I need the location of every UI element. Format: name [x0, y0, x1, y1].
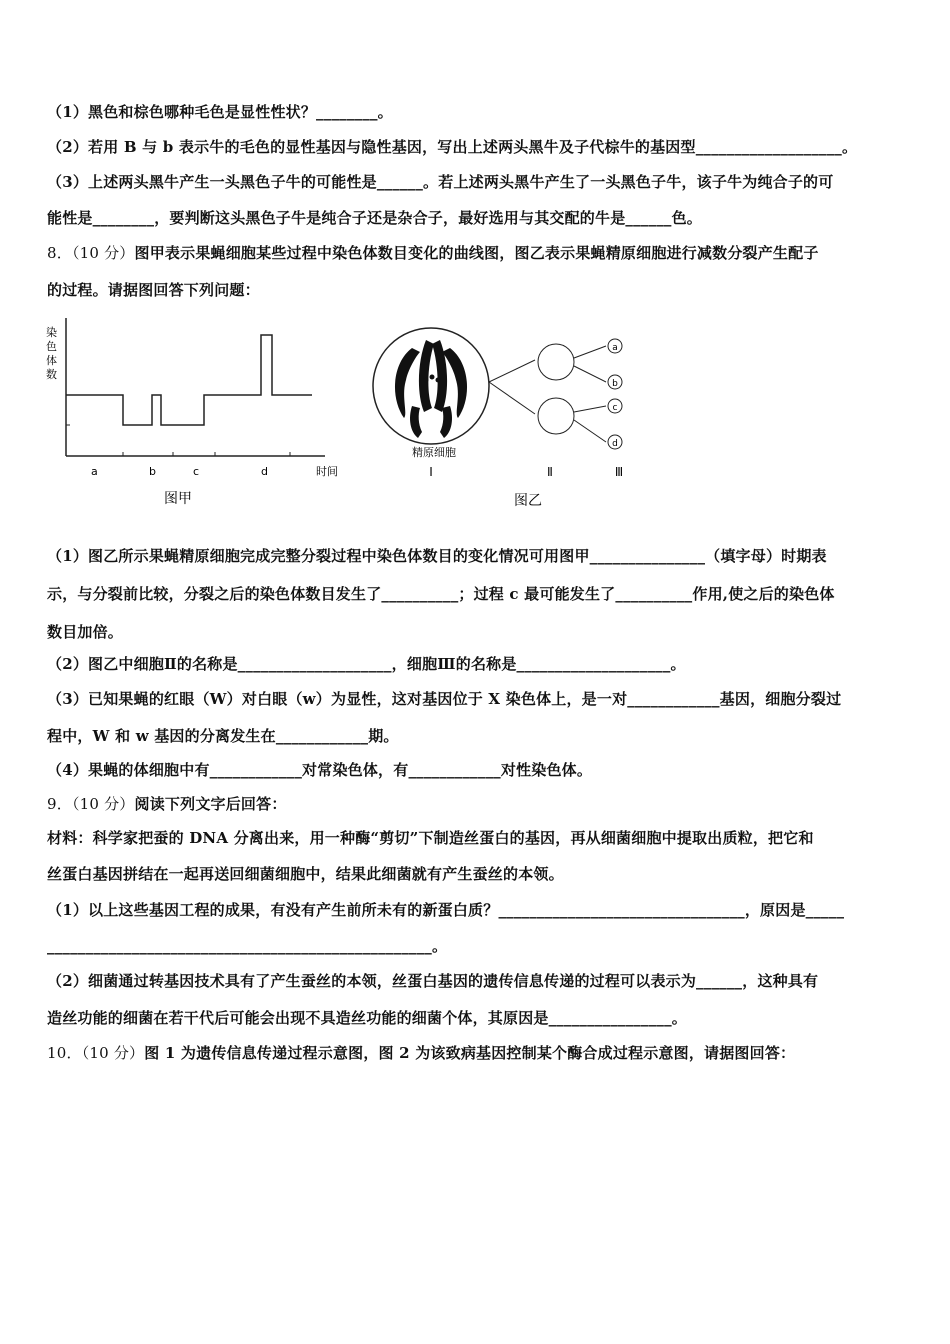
q9-text: 阅读下列文字后回答：	[134, 795, 287, 813]
q8-text: 图甲表示果蝇细胞某些过程中染色体数目变化的曲线图，图乙表示果蝇精原细胞进行减数分裂产生配子	[134, 244, 819, 262]
q9-sub2-line2: 造丝功能的细菌在若干代后可能会出现不具造丝功能的细菌个体，其原因是________________。	[47, 1009, 688, 1027]
q8-score: （10 分）	[71, 244, 135, 262]
jia-ylabel-3: 数	[46, 368, 57, 381]
q8-sub3-line1: （3）已知果蝇的红眼（W）对白眼（w）为显性，这对基因位于 X 染色体上，是一对____________基因，细胞分裂过	[47, 690, 842, 708]
gamete-a: a	[612, 343, 618, 353]
q9-score: （10 分）	[71, 795, 135, 813]
jia-ylabel-1: 色	[46, 340, 57, 353]
figure-yi	[373, 328, 623, 509]
q8-sub4: （4）果蝇的体细胞中有____________对常染色体，有____________对性染色体。	[47, 761, 593, 779]
q7-sub2: （2）若用 B 与 b 表示牛的毛色的显性基因与隐性基因，写出上述两头黑牛及子代棕牛的基因型___________________。	[47, 138, 858, 156]
q10-score: （10 分）	[81, 1044, 145, 1062]
yi-caption: 图乙	[514, 493, 542, 509]
spermatogonium-label: 精原细胞	[412, 446, 456, 459]
q7-sub1: （1）黑色和棕色哪种毛色是显性性状？________。	[47, 103, 393, 121]
q9-stem	[47, 794, 287, 814]
q9-sub2-line1: （2）细菌通过转基因技术具有了产生蚕丝的本领，丝蛋白基因的遗传信息传递的过程可以表示为______，这种具有	[47, 972, 819, 990]
q8-sub1-line1: （1）图乙所示果蝇精原细胞完成完整分裂过程中染色体数目的变化情况可用图甲_______________（填字母）时期表	[47, 547, 827, 565]
q8-number: 8．	[47, 244, 72, 262]
jia-tick-c: c	[193, 465, 200, 478]
q10-stem	[47, 1043, 795, 1063]
jia-tick-b: b	[149, 465, 156, 478]
q7-sub3-line1: （3）上述两头黑牛产生一头黑色子牛的可能性是______。若上述两头黑牛产生了一头黑色子牛，该子牛为纯合子的可	[47, 173, 834, 191]
stage-i: Ⅰ	[429, 465, 433, 479]
gamete-c: c	[612, 403, 618, 413]
q8-stem-line1	[47, 243, 819, 263]
figure-jia-yi	[40, 318, 680, 518]
q7-sub3-line2: 能性是________，要判断这头黑色子牛是纯合子还是杂合子，最好选用与其交配的牛是______色。	[47, 209, 703, 227]
stage-ii: Ⅱ	[547, 465, 553, 479]
gamete-d: d	[612, 439, 618, 449]
q9-sub1-line1: （1）以上这些基因工程的成果，有没有产生前所未有的新蛋白质？________________________________，原因是_____	[47, 901, 845, 919]
q8-sub1-line3: 数目加倍。	[47, 623, 124, 641]
jia-xlabel: 时间	[316, 465, 338, 478]
q9-number: 9．	[47, 795, 72, 813]
q8-sub2: （2）图乙中细胞Ⅱ的名称是____________________，细胞Ⅲ的名称是____________________。	[47, 655, 686, 673]
q8-stem-line2: 的过程。请据图回答下列问题：	[47, 281, 260, 299]
jia-ylabel-0: 染	[46, 326, 57, 339]
gamete-b: b	[612, 379, 618, 389]
figure-jia	[46, 318, 338, 507]
cell-ii-bottom	[538, 398, 574, 434]
q8-sub1-line2: 示，与分裂前比较，分裂之后的染色体数目发生了__________；过程 c 最可能发生了__________作用,使之后的染色体	[47, 585, 835, 603]
cell-ii-top	[538, 344, 574, 380]
jia-caption: 图甲	[164, 491, 192, 507]
jia-ylabel-2: 体	[46, 354, 57, 367]
q9-material-line2: 丝蛋白基因拼结在一起再送回细菌细胞中，结果此细菌就有产生蚕丝的本领。	[47, 865, 564, 883]
q9-sub1-line2: __________________________________________________。	[47, 937, 448, 955]
stage-iii: Ⅲ	[614, 465, 624, 479]
q10-number: 10．	[47, 1044, 82, 1062]
q9-material-line1: 材料：科学家把蚕的 DNA 分离出来，用一种酶“剪切”下制造丝蛋白的基因，再从细菌细胞中提取出质粒，把它和	[47, 829, 814, 847]
jia-curve	[66, 335, 312, 425]
jia-tick-d: d	[261, 465, 268, 478]
jia-tick-a: a	[91, 465, 98, 478]
q8-sub3-line2: 程中，W 和 w 基因的分离发生在____________期。	[47, 727, 399, 745]
q10-text: 图 1 为遗传信息传递过程示意图，图 2 为该致病基因控制某个酶合成过程示意图，请据图回答：	[144, 1044, 796, 1062]
